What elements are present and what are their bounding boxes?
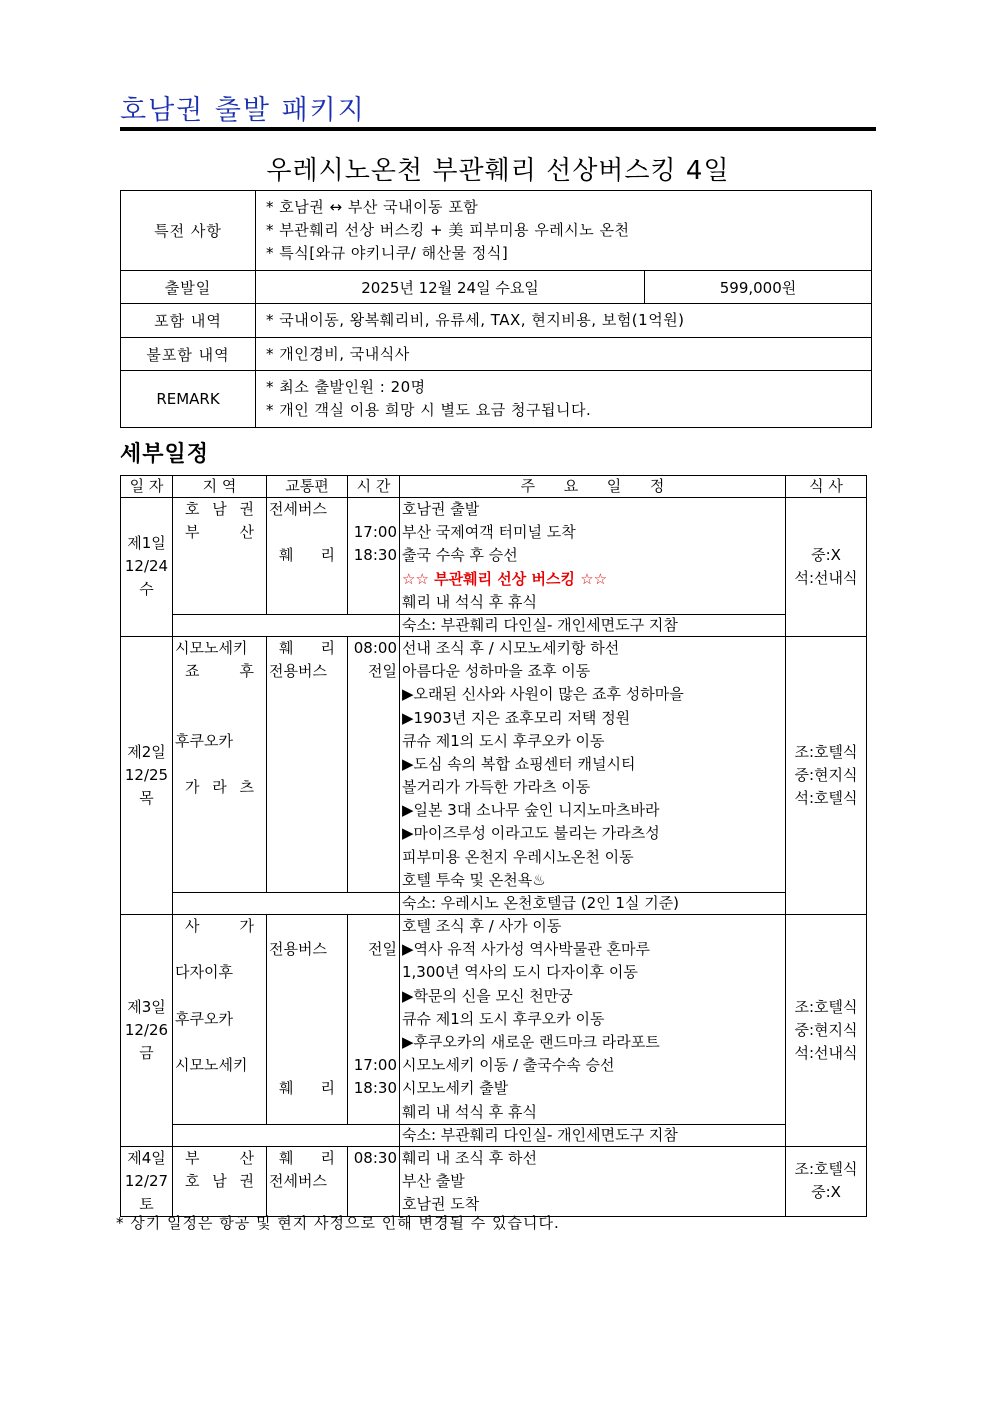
excluded-content: * 개인경비, 국내식사 bbox=[256, 338, 872, 371]
day-label: 목 bbox=[139, 788, 154, 807]
region-text: 시모노세키 bbox=[175, 638, 248, 657]
time-cell bbox=[348, 636, 400, 892]
col-header-day: 일 자 bbox=[121, 476, 173, 498]
plan-cell bbox=[400, 915, 786, 1125]
special-label: 특전 사항 bbox=[121, 191, 256, 271]
stay-row bbox=[121, 1124, 867, 1146]
transport-text: 전세버스 bbox=[269, 500, 327, 518]
plan-text: 부산 국제여객 터미널 도착 bbox=[402, 523, 576, 542]
plan-text: 부산 출발 bbox=[402, 1171, 465, 1190]
plan-cell bbox=[400, 1146, 786, 1217]
region-text: 부 산 bbox=[185, 523, 254, 542]
plan-text: 시모노세키 이동 / 출국수속 승선 bbox=[402, 1056, 615, 1075]
region-text bbox=[175, 544, 264, 567]
time-text bbox=[350, 846, 397, 869]
transport-text bbox=[269, 568, 345, 591]
time-text bbox=[350, 799, 397, 822]
day-cell bbox=[121, 636, 173, 914]
time-text: 18:30 bbox=[353, 546, 397, 565]
day-cell bbox=[121, 498, 173, 637]
included-content: * 국내이동, 왕복훼리비, 유류세, TAX, 현지비용, 보험(1억원) bbox=[256, 304, 872, 338]
excluded-label: 불포함 내역 bbox=[121, 338, 256, 371]
plan-text: 선내 조식 후 / 시모노세키항 하선 bbox=[402, 638, 620, 657]
special-line: * 호남권 ↔ 부산 국내이동 포함 bbox=[266, 198, 479, 216]
special-content bbox=[256, 191, 872, 271]
time-text bbox=[350, 1170, 397, 1193]
plan-text: 훼리 내 조식 후 하선 bbox=[402, 1148, 537, 1167]
header-divider bbox=[120, 127, 876, 131]
region-text bbox=[175, 1101, 264, 1124]
day-label: 제2일 bbox=[127, 742, 166, 761]
time-text bbox=[350, 568, 397, 591]
meal-cell bbox=[786, 1146, 867, 1217]
time-text bbox=[350, 961, 397, 984]
transport-text bbox=[269, 1008, 345, 1031]
stay-spacer bbox=[173, 614, 400, 636]
time-text bbox=[350, 683, 397, 706]
transport-text bbox=[269, 591, 345, 614]
special-line: * 부관훼리 선상 버스킹 + 美 피부미용 우레시노 온천 bbox=[266, 221, 630, 239]
day-row bbox=[121, 1146, 867, 1217]
time-text bbox=[350, 915, 397, 938]
plan-text: 시모노세키 출발 bbox=[402, 1079, 509, 1098]
time-text: 08:30 bbox=[353, 1148, 397, 1167]
meal-text: 조:호텔식 bbox=[794, 1160, 858, 1179]
region-text bbox=[175, 707, 264, 730]
plan-text: ▶마이즈루성 이라고도 불리는 가라츠성 bbox=[402, 824, 660, 843]
plan-text: 훼리 내 석식 후 휴식 bbox=[402, 1102, 537, 1121]
transport-text: 훼 리 bbox=[279, 1079, 335, 1098]
time-text bbox=[350, 1008, 397, 1031]
plan-text: 호텔 조식 후 / 사가 이동 bbox=[402, 917, 562, 935]
transport-text bbox=[269, 683, 345, 706]
transport-cell bbox=[267, 915, 348, 1125]
meal-text: 중:현지식 bbox=[794, 1020, 858, 1039]
transport-cell bbox=[267, 1146, 348, 1217]
time-text bbox=[350, 822, 397, 845]
meal-cell bbox=[786, 636, 867, 914]
stay-row bbox=[121, 893, 867, 915]
remark-line: * 개인 객실 이용 희망 시 별도 요금 청구됩니다. bbox=[266, 401, 592, 419]
transport-cell bbox=[267, 636, 348, 892]
transport-text bbox=[269, 961, 345, 984]
transport-text: 훼 리 bbox=[279, 546, 335, 565]
meal-text: 석:선내식 bbox=[794, 568, 858, 587]
day-label: 금 bbox=[139, 1043, 154, 1062]
time-text bbox=[350, 591, 397, 614]
plan-text: 아름다운 성하마을 죠후 이동 bbox=[402, 662, 591, 681]
region-cell bbox=[173, 1146, 267, 1217]
transport-text bbox=[269, 521, 345, 544]
plan-text: ▶1903년 지은 죠후모리 저택 정원 bbox=[402, 708, 631, 727]
transport-text: 훼 리 bbox=[279, 638, 335, 657]
transport-text bbox=[269, 985, 345, 1008]
remark-label: REMARK bbox=[121, 371, 256, 428]
time-text: 18:30 bbox=[353, 1079, 397, 1098]
region-text bbox=[175, 1031, 264, 1054]
transport-text bbox=[269, 869, 345, 892]
transport-text bbox=[269, 915, 345, 938]
col-header-time: 시 간 bbox=[348, 476, 400, 498]
region-text bbox=[175, 822, 264, 845]
region-text bbox=[175, 568, 264, 591]
meal-text: 석:선내식 bbox=[794, 1043, 858, 1062]
col-header-transport: 교통편 bbox=[267, 476, 348, 498]
time-text bbox=[350, 776, 397, 799]
footnote: * 상기 일정은 항공 및 현지 사정으로 인해 변경될 수 있습니다. bbox=[116, 1214, 560, 1232]
time-text bbox=[350, 707, 397, 730]
region-text: 호 남 권 bbox=[185, 1171, 254, 1190]
plan-text: ▶역사 유적 사가성 역사박물관 혼마루 bbox=[402, 940, 650, 959]
region-text bbox=[175, 985, 264, 1008]
plan-text: 큐슈 제1의 도시 후쿠오카 이동 bbox=[402, 1009, 605, 1028]
day-label: 12/27 bbox=[124, 1171, 169, 1190]
plan-text: ▶후쿠오카의 새로운 랜드마크 라라포트 bbox=[402, 1032, 660, 1051]
meal-text: 조:호텔식 bbox=[794, 742, 858, 761]
transport-text: 전세버스 bbox=[269, 1171, 327, 1190]
plan-text: 1,300년 역사의 도시 다자이후 이동 bbox=[402, 963, 638, 982]
transport-text bbox=[269, 753, 345, 776]
remark-content bbox=[256, 371, 872, 428]
plan-text: 피부미용 온천지 우레시노온천 이동 bbox=[402, 847, 634, 866]
plan-text: 큐슈 제1의 도시 후쿠오카 이동 bbox=[402, 731, 605, 750]
highlight-event: ☆☆ 부관훼리 선상 버스킹 ☆☆ bbox=[402, 569, 608, 588]
region-text: 후쿠오카 bbox=[175, 731, 233, 750]
plan-text: 호텔 투숙 및 온천욕♨ bbox=[402, 870, 546, 889]
region-text: 가 라 츠 bbox=[185, 778, 254, 797]
day-label: 제3일 bbox=[127, 997, 166, 1016]
day-label: 12/24 bbox=[124, 557, 169, 576]
time-cell bbox=[348, 498, 400, 615]
header-title: 호남권 출발 패키지 bbox=[120, 95, 366, 126]
transport-text: 훼 리 bbox=[279, 1148, 335, 1167]
region-text bbox=[175, 753, 264, 776]
transport-text bbox=[269, 730, 345, 753]
plan-text: 볼거리가 가득한 가라츠 이동 bbox=[402, 778, 591, 797]
time-text: 08:00 bbox=[353, 638, 397, 657]
departure-date: 2025년 12월 24일 수요일 bbox=[256, 271, 645, 304]
accommodation-text: 숙소: 부관훼리 다인실- 개인세면도구 지참 bbox=[400, 614, 867, 636]
time-text: 17:00 bbox=[353, 1056, 397, 1075]
price: 599,000원 bbox=[645, 271, 872, 304]
day-label: 제4일 bbox=[127, 1148, 166, 1167]
day-label: 수 bbox=[139, 580, 154, 599]
meal-cell bbox=[786, 915, 867, 1147]
plan-text: ▶일본 3대 소나무 숲인 니지노마츠바라 bbox=[402, 801, 660, 820]
day-cell bbox=[121, 915, 173, 1147]
day-label: 제1일 bbox=[127, 534, 166, 553]
transport-text bbox=[269, 707, 345, 730]
package-info-table bbox=[120, 190, 872, 428]
region-text: 후쿠오카 bbox=[175, 1009, 233, 1028]
region-text bbox=[175, 846, 264, 869]
plan-text: 출국 수속 후 승선 bbox=[402, 546, 518, 565]
plan-text: ▶도심 속의 복합 쇼핑센터 캐널시티 bbox=[402, 754, 636, 773]
meal-text: 조:호텔식 bbox=[794, 997, 858, 1016]
time-text bbox=[350, 1031, 397, 1054]
day-cell bbox=[121, 1146, 173, 1217]
remark-line: * 최소 출발인원 : 20명 bbox=[266, 378, 426, 396]
transport-text: 전용버스 bbox=[269, 940, 327, 959]
region-text: 시모노세키 bbox=[175, 1056, 248, 1075]
stay-spacer bbox=[173, 893, 400, 915]
transport-text bbox=[269, 776, 345, 799]
time-text: 전일 bbox=[368, 662, 397, 681]
transport-text: 전용버스 bbox=[269, 662, 327, 681]
accommodation-text: 숙소: 우레시노 온천호텔급 (2인 1실 기준) bbox=[400, 893, 867, 915]
plan-text: 호남권 도착 bbox=[402, 1195, 480, 1214]
meal-text: 석:호텔식 bbox=[794, 788, 858, 807]
time-text bbox=[350, 1101, 397, 1124]
plan-text: 훼리 내 석식 후 휴식 bbox=[402, 592, 537, 611]
time-text bbox=[350, 730, 397, 753]
time-text bbox=[350, 869, 397, 892]
region-text bbox=[175, 591, 264, 614]
day-row bbox=[121, 498, 867, 615]
region-text bbox=[175, 799, 264, 822]
time-text bbox=[350, 985, 397, 1008]
region-text bbox=[175, 869, 264, 892]
special-line: * 특식[와규 야키니쿠/ 해산물 정식] bbox=[266, 244, 509, 262]
time-text: 17:00 bbox=[353, 523, 397, 542]
transport-cell bbox=[267, 498, 348, 615]
region-text: 죠 후 bbox=[185, 662, 254, 681]
time-cell bbox=[348, 1146, 400, 1217]
transport-text bbox=[269, 1031, 345, 1054]
meal-text: 중:현지식 bbox=[794, 765, 858, 784]
region-text: 사 가 bbox=[185, 917, 254, 935]
time-cell bbox=[348, 915, 400, 1125]
col-header-region: 지 역 bbox=[173, 476, 267, 498]
region-cell bbox=[173, 498, 267, 615]
region-text bbox=[175, 1077, 264, 1100]
included-label: 포함 내역 bbox=[121, 304, 256, 338]
region-text: 호 남 권 bbox=[185, 500, 254, 518]
col-header-plan: 주 요 일 정 bbox=[400, 476, 786, 498]
document-title: 우레시노온천 부관훼리 선상버스킹 4일 bbox=[266, 156, 730, 186]
time-text bbox=[350, 498, 397, 521]
col-header-meal: 식 사 bbox=[786, 476, 867, 498]
plan-cell bbox=[400, 636, 786, 892]
accommodation-text: 숙소: 부관훼리 다인실- 개인세면도구 지참 bbox=[400, 1124, 867, 1146]
day-row bbox=[121, 915, 867, 1125]
day-label: 토 bbox=[139, 1194, 154, 1213]
region-text: 부 산 bbox=[185, 1148, 254, 1167]
plan-cell bbox=[400, 498, 786, 615]
itinerary-table bbox=[120, 475, 867, 1217]
stay-row bbox=[121, 614, 867, 636]
day-label: 12/26 bbox=[124, 1020, 169, 1039]
region-text bbox=[175, 683, 264, 706]
transport-text bbox=[269, 822, 345, 845]
time-text: 전일 bbox=[368, 940, 397, 959]
day-label: 12/25 bbox=[124, 765, 169, 784]
transport-text bbox=[269, 1101, 345, 1124]
region-text: 다자이후 bbox=[175, 963, 233, 982]
region-cell bbox=[173, 636, 267, 892]
stay-spacer bbox=[173, 1124, 400, 1146]
transport-text bbox=[269, 1054, 345, 1077]
meal-text: 중:X bbox=[811, 1183, 841, 1202]
plan-text: ▶학문의 신을 모신 천만궁 bbox=[402, 986, 573, 1005]
region-cell bbox=[173, 915, 267, 1125]
plan-text: 호남권 출발 bbox=[402, 500, 480, 518]
section-title: 세부일정 bbox=[120, 442, 210, 467]
departure-label: 출발일 bbox=[121, 271, 256, 304]
plan-text: ▶오래된 신사와 사원이 많은 죠후 성하마을 bbox=[402, 685, 684, 704]
meal-text: 중:X bbox=[811, 545, 841, 564]
region-text bbox=[175, 938, 264, 961]
transport-text bbox=[269, 799, 345, 822]
time-text bbox=[350, 753, 397, 776]
transport-text bbox=[269, 846, 345, 869]
day-row bbox=[121, 636, 867, 892]
